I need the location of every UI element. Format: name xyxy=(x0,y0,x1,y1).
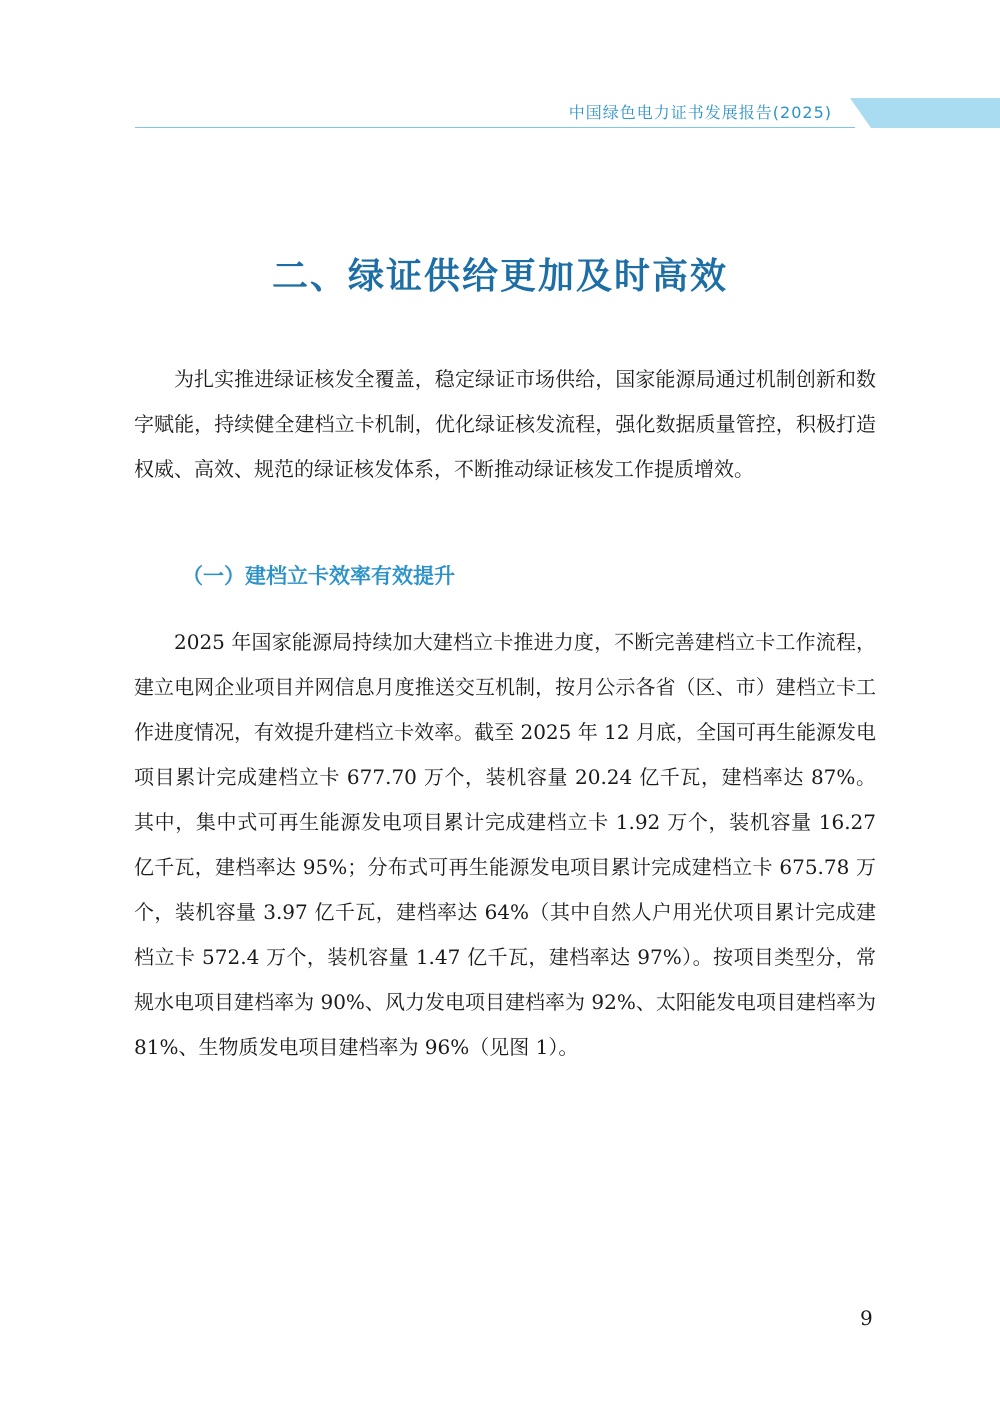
page-number: 9 xyxy=(860,1306,873,1330)
section-title: 二、绿证供给更加及时高效 xyxy=(271,256,728,297)
header-rule xyxy=(135,127,855,128)
header-accent-tab xyxy=(850,98,1000,128)
body-paragraph: 2025 年国家能源局持续加大建档立卡推进力度，不断完善建档立卡工作流程，建立电网企业项目并网信息月度推送交互机制，按月公示各省（区、市）建档立卡工作进度情况，有效提升建档立卡效率。截至 2025 年 12 月底，全国可再生能源发电项目累计完成建档立卡 677.70 万个，装机容量 20.24 亿千瓦，建档率达 87%。其中，集中式可再生能源发电项目累计完成建档立卡 1.92 万个，装机容量 16.27 亿千瓦，建档率达 95%；分布式可再生能源发电项目累计完成建档立卡 675.78 万个，装机容量 3.97 亿千瓦，建档率达 64%（其中自然人户用光伏项目累计完成建档立卡 572.4 万个，装机容量 1.47 亿千瓦，建档率达 97%）。按项目类型分，常规水电项目建档率为 90%、风力发电项目建档率为 92%、太阳能发电项目建档率为 81%、生物质发电项目建档率为 96%（见图 1）。 xyxy=(134,630,876,1059)
subsection-heading: （一）建档立卡效率有效提升 xyxy=(182,564,455,588)
intro-paragraph: 为扎实推进绿证核发全覆盖，稳定绿证市场供给，国家能源局通过机制创新和数字赋能，持续健全建档立卡机制，优化绿证核发流程，强化数据质量管控，积极打造权威、高效、规范的绿证核发体系，不断推动绿证核发工作提质增效。 xyxy=(134,367,876,481)
running-header-title: 中国绿色电力证书发展报告(2025) xyxy=(568,103,832,122)
